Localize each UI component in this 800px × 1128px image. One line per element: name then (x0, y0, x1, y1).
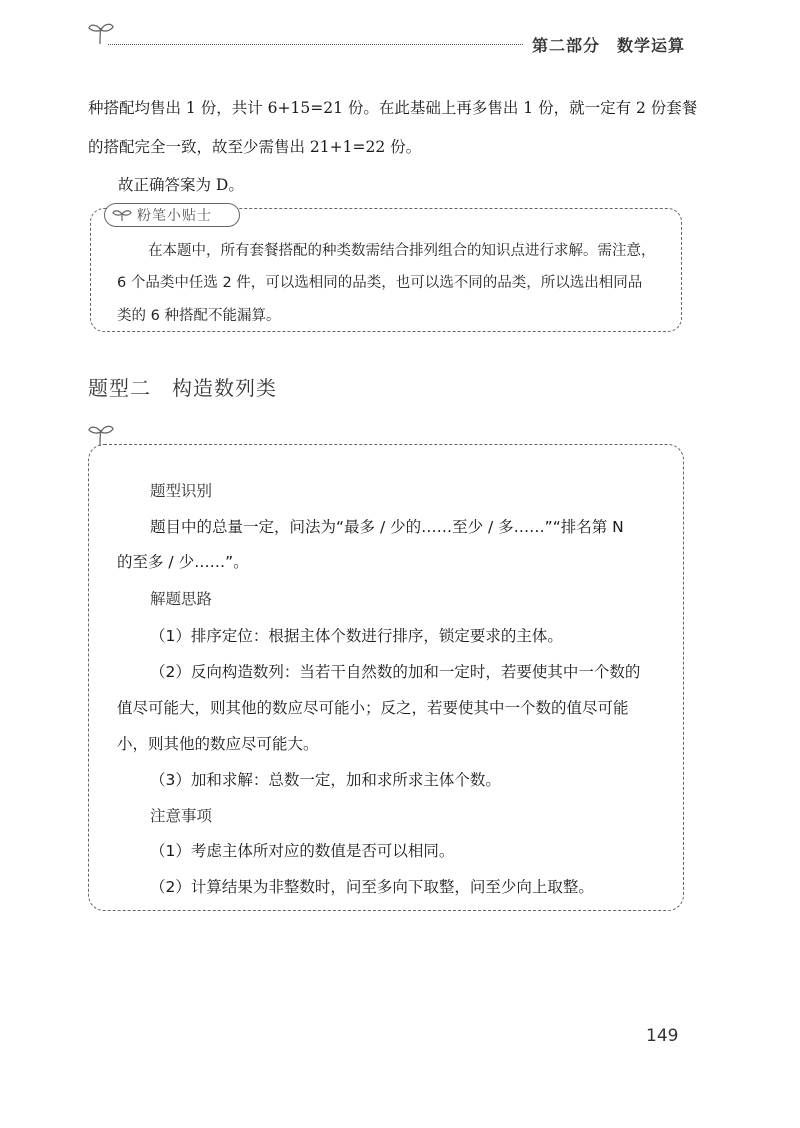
body-paragraph-line: 的搭配完全一致，故至少需售出 21+1=22 份。 (88, 138, 422, 156)
info-step: （1）排序定位：根据主体个数进行排序，锁定要求的主体。 (150, 627, 563, 645)
tip-label (104, 203, 240, 227)
answer-line: 故正确答案为 D。 (118, 176, 244, 194)
body-paragraph-line: 种搭配均售出 1 份，共计 6+15=21 份。在此基础上再多售出 1 份，就一定有 2 份套餐 (88, 99, 698, 117)
section-title: 题型二 构造数列类 (88, 376, 277, 400)
info-step: （2）反向构造数列：当若干自然数的加和一定时，若要使其中一个数的 (150, 663, 641, 681)
info-step: 小，则其他的数应尽可能大。 (117, 735, 319, 753)
running-header: 第二部分 数学运算 (532, 36, 686, 55)
info-line: 的至多 / 少……”。 (117, 553, 249, 571)
info-heading: 题型识别 (150, 482, 213, 500)
info-step: 值尽可能大，则其他的数应尽可能小；反之，若要使其中一个数的值尽可能 (117, 699, 629, 717)
tip-label-text: 粉笔小贴士 (137, 208, 212, 224)
sprout-icon (86, 20, 116, 46)
header-rule (108, 44, 523, 45)
tip-line: 类的 6 种搭配不能漏算。 (117, 308, 281, 324)
info-heading: 解题思路 (150, 590, 213, 608)
sprout-icon (111, 208, 133, 222)
info-heading: 注意事项 (150, 807, 213, 825)
info-step: （3）加和求解：总数一定，加和求所求主体个数。 (150, 771, 501, 789)
info-note: （1）考虑主体所对应的数值是否可以相同。 (150, 842, 455, 860)
tip-line: 6 个品类中任选 2 件，可以选相同的品类，也可以选不同的品类，所以选出相同品 (117, 275, 643, 291)
info-line: 题目中的总量一定，问法为“最多 / 少的……至少 / 多……”“排名第 N (150, 518, 624, 536)
info-note: （2）计算结果为非整数时，问至多向下取整，问至少向上取整。 (150, 878, 594, 896)
tip-line: 在本题中，所有套餐搭配的种类数需结合排列组合的知识点进行求解。需注意， (148, 243, 656, 259)
page-number: 149 (646, 1026, 679, 1046)
